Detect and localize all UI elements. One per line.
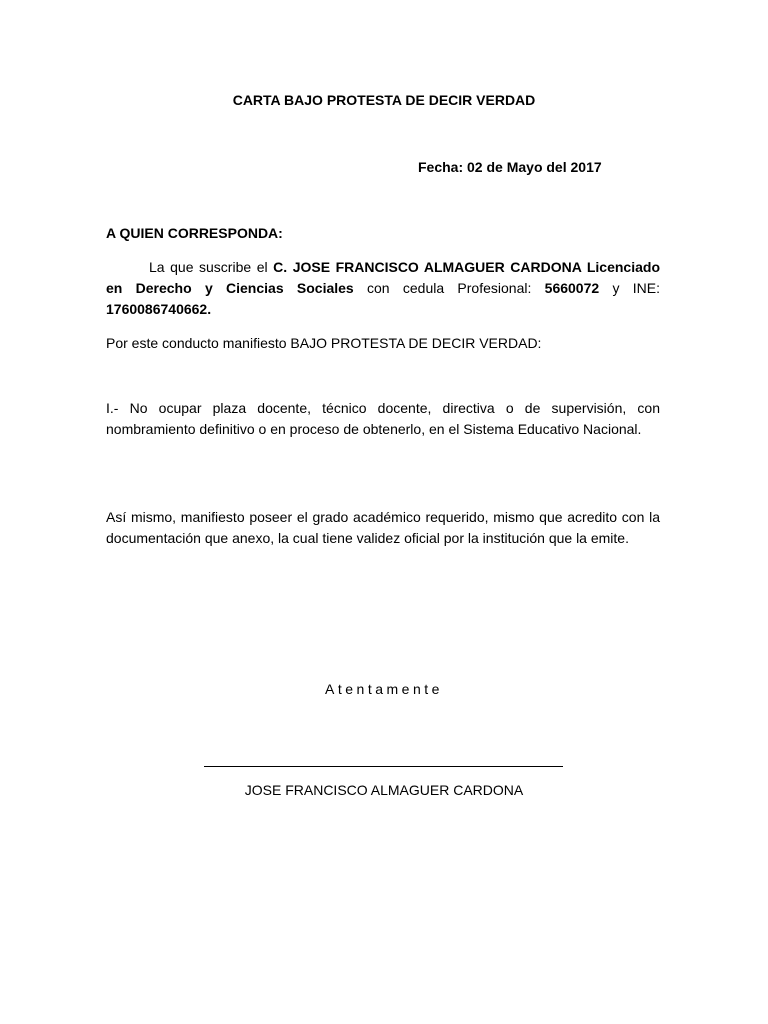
declarant-name: C. JOSE FRANCISCO ALMAGUER CARDONA Licenciado en Derecho y Ciencias Sociales <box>106 259 660 296</box>
cedula-number: 5660072 <box>544 280 600 296</box>
document-title: CARTA BAJO PROTESTA DE DECIR VERDAD <box>232 92 536 108</box>
paragraph-item-1: I.- No ocupar plaza docente, técnico docente, directiva o de supervisión, con nombramiento definitivo o en proceso de obtenerlo, en el Sistema Educativo Nacional. <box>106 400 660 437</box>
paragraph-academic: Así mismo, manifiesto poseer el grado académico requerido, mismo que acredito con la documentación que anexo, la cual tiene validez oficial por la institución que la emite. <box>106 509 660 546</box>
ine-number: 1760086740662. <box>106 301 212 317</box>
salutation: A QUIEN CORRESPONDA: <box>106 225 283 241</box>
paragraph-statement: Por este conducto manifiesto BAJO PROTESTA DE DECIR VERDAD: <box>106 335 542 351</box>
ine-label: y INE: <box>599 280 660 296</box>
cedula-label: con cedula Profesional: <box>353 280 545 296</box>
signature-line <box>204 766 563 767</box>
closing: Atentamente <box>325 681 443 697</box>
signature-name: JOSE FRANCISCO ALMAGUER CARDONA <box>244 782 524 798</box>
declarant-intro: La que suscribe el <box>149 259 274 275</box>
paragraph-declarant <box>106 257 660 320</box>
document-date: Fecha: 02 de Mayo del 2017 <box>418 159 602 175</box>
